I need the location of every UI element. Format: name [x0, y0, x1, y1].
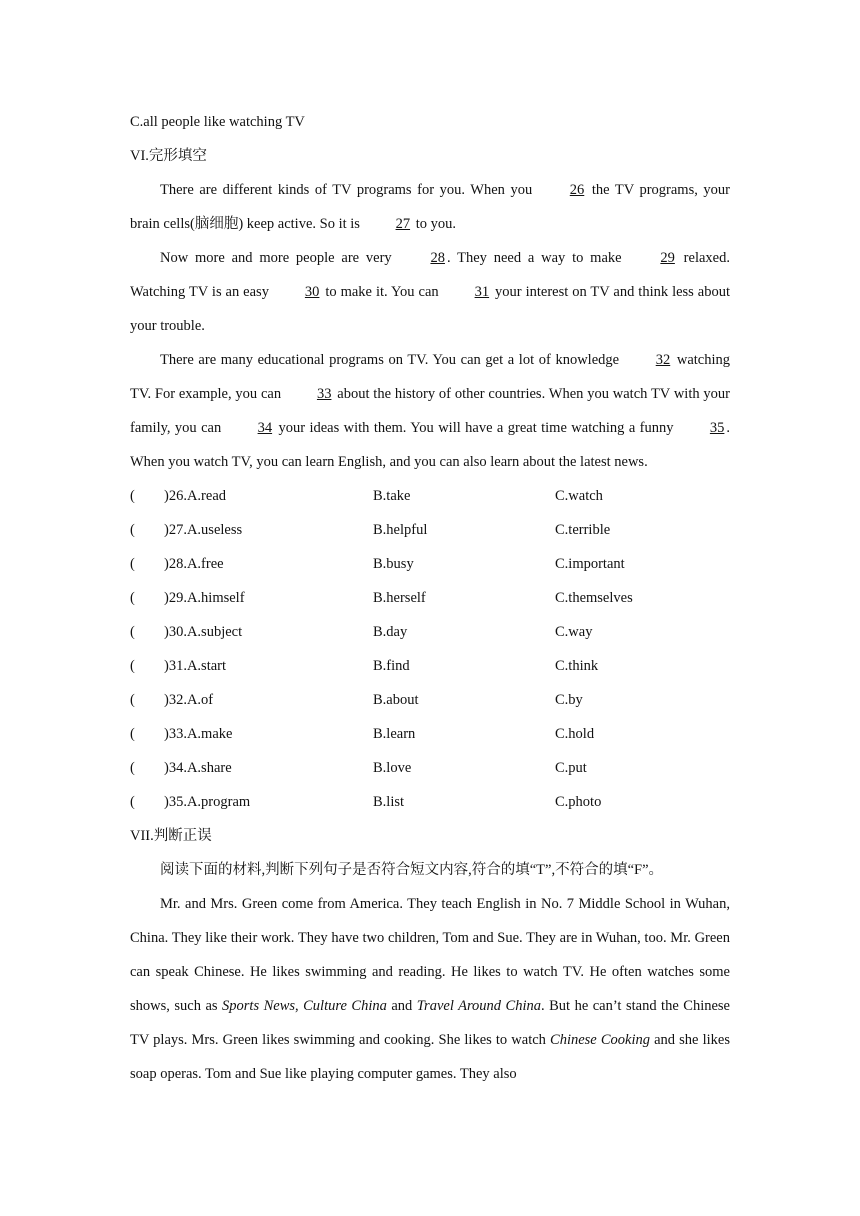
blank-34: 34 [257, 420, 273, 436]
text-segment: Mr. and Mrs. Green come from America. They teach English in No. 7 Middle School in Wuhan, China. They like their work. They have two children, Tom and Sue. They are in Wuhan, too. Mr. Green can speak Chinese. He likes swimming and reading. He likes to watch TV. He often watches some shows, such as [130, 896, 730, 1014]
section-7-instruction: 阅读下面的材料,判断下列句子是否符合短文内容,符合的填“T”,不符合的填“F”。 [160, 862, 664, 878]
document-content [130, 105, 730, 1091]
question-row [130, 615, 730, 649]
text-segment: the TV programs, your brain cells(脑细胞) keep active. So it is [130, 182, 730, 232]
option-b: B.helpful [373, 522, 428, 538]
option-b: B.love [373, 760, 412, 776]
option-c: C.photo [555, 794, 602, 810]
text-segment: about the history of other countries. When you watch TV with your family, you can [130, 386, 731, 436]
answer-paren: ( [130, 522, 135, 538]
blank-35: 35 [709, 420, 725, 436]
blank-27: 27 [395, 216, 411, 232]
question-row [130, 513, 730, 547]
option-b: B.find [373, 658, 410, 674]
option-b: B.take [373, 488, 411, 504]
option-a: )32.A.of [164, 692, 214, 708]
answer-paren: ( [130, 658, 135, 674]
option-a: )35.A.program [164, 794, 251, 810]
option-a: )26.A.read [164, 488, 227, 504]
option-b: B.list [373, 794, 405, 810]
show-title: Culture China [303, 998, 387, 1014]
text-segment: There are different kinds of TV programs for you. When you [160, 182, 538, 198]
question-list [130, 479, 730, 819]
previous-option-text: C.all people like watching TV [130, 114, 305, 130]
answer-paren: ( [130, 488, 135, 504]
text-segment: and she likes soap operas. Tom and Sue like playing computer games. They also [130, 1032, 730, 1082]
section-7-title: VII.判断正误 [130, 828, 212, 844]
option-a: )28.A.free [164, 556, 224, 572]
answer-paren: ( [130, 794, 135, 810]
option-a: )34.A.share [164, 760, 232, 776]
question-row [130, 751, 730, 785]
text-segment: and [386, 998, 417, 1014]
question-row [130, 683, 730, 717]
answer-paren: ( [130, 760, 135, 776]
section-6-title: VI.完形填空 [130, 148, 207, 164]
text-segment: , [295, 998, 304, 1014]
text-segment: to you. [412, 216, 456, 232]
option-c: C.important [555, 556, 625, 572]
text-segment: . But he can’t stand the Chinese TV plays. Mrs. Green likes swimming and cooking. She likes to watch [130, 998, 730, 1048]
text-segment: watching TV. For example, you can [130, 352, 730, 402]
option-b: B.about [373, 692, 419, 708]
text-segment: your interest on TV and think less about your trouble. [130, 284, 730, 334]
question-row [130, 717, 730, 751]
option-b: B.learn [373, 726, 416, 742]
option-c: C.way [555, 624, 593, 640]
question-row [130, 785, 730, 819]
blank-32: 32 [655, 352, 671, 368]
blank-30: 30 [304, 284, 320, 300]
option-b: B.busy [373, 556, 414, 572]
option-c: C.terrible [555, 522, 611, 538]
option-c: C.watch [555, 488, 603, 504]
show-title: Chinese Cooking [550, 1032, 650, 1048]
question-row [130, 649, 730, 683]
show-title: Sports News [222, 998, 296, 1014]
option-a: )33.A.make [164, 726, 233, 742]
option-b: B.day [373, 624, 408, 640]
show-title: Travel Around China [416, 998, 541, 1014]
option-c: C.by [555, 692, 583, 708]
option-a: )27.A.useless [164, 522, 243, 538]
blank-33: 33 [316, 386, 332, 402]
answer-paren: ( [130, 556, 135, 572]
blank-26: 26 [569, 182, 585, 198]
text-segment: There are many educational programs on TV. You can get a lot of knowledge [160, 352, 624, 368]
cloze-paragraph-3 [130, 343, 730, 479]
option-a: )31.A.start [164, 658, 227, 674]
option-c: C.put [555, 760, 587, 776]
text-segment: relaxed. Watching TV is an easy [130, 250, 730, 300]
option-c: C.think [555, 658, 599, 674]
text-segment: . They need a way to make [446, 250, 629, 266]
text-segment: . When you watch TV, you can learn English, and you can also learn about the latest news. [130, 420, 731, 470]
cloze-paragraph-2 [130, 241, 730, 343]
question-row [130, 581, 730, 615]
text-segment: your ideas with them. You will have a great time watching a funny [274, 420, 678, 436]
answer-paren: ( [130, 726, 135, 742]
blank-31: 31 [474, 284, 490, 300]
answer-paren: ( [130, 590, 135, 606]
blank-29: 29 [660, 250, 675, 266]
question-row [130, 547, 730, 581]
reading-paragraph-1 [130, 887, 730, 1091]
option-b: B.herself [373, 590, 426, 606]
text-segment: to make it. You can [321, 284, 443, 300]
blank-28: 28 [430, 250, 445, 266]
text-segment: Now more and more people are very [160, 250, 399, 266]
question-row [130, 479, 730, 513]
cloze-paragraph-1 [130, 173, 730, 241]
option-a: )29.A.himself [164, 590, 245, 606]
option-a: )30.A.subject [164, 624, 243, 640]
option-c: C.hold [555, 726, 595, 742]
option-c: C.themselves [555, 590, 633, 606]
answer-paren: ( [130, 692, 135, 708]
answer-paren: ( [130, 624, 135, 640]
